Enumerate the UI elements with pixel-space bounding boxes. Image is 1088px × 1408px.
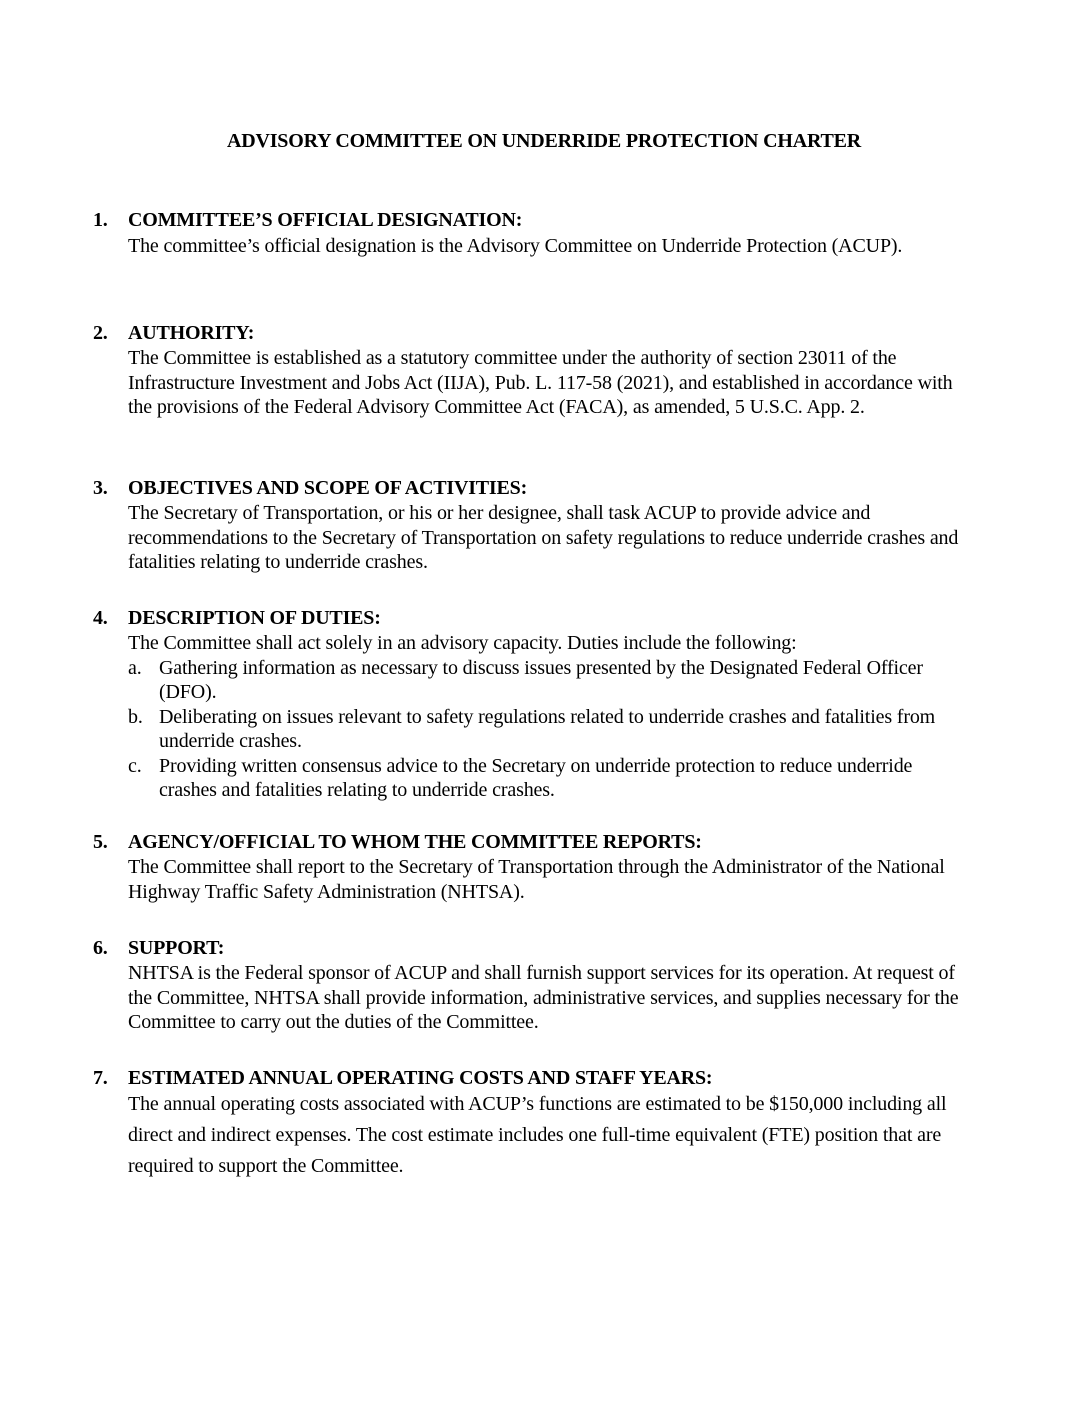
section-body: The Secretary of Transportation, or his or her designee, shall task ACUP to provide advice and recommendations to the Secretary of Transportation on safety regulations to reduce underride crashes and fatalities relating to underride crashes. (128, 502, 959, 573)
section-title: DESCRIPTION OF DUTIES: (128, 607, 381, 629)
duty-text: Deliberating on issues relevant to safety regulations related to underride crashes and fatalities from underride crashes. (159, 705, 936, 752)
section-heading (93, 935, 973, 961)
duty-letter: c. (128, 754, 142, 777)
section-operating-costs (93, 1065, 973, 1182)
section-title: AUTHORITY: (128, 322, 255, 344)
section-title: ESTIMATED ANNUAL OPERATING COSTS AND STAFF YEARS: (128, 1067, 713, 1089)
section-body: The annual operating costs associated with ACUP’s functions are estimated to be $150,000 including all direct and indirect expenses. The cost estimate includes one full-time equivalent (FTE) position that are required to support the Committee. (128, 1093, 947, 1177)
section-title: COMMITTEE’S OFFICIAL DESIGNATION: (128, 209, 523, 231)
duty-text: Providing written consensus advice to the Secretary on underride protection to reduce underride crashes and fatalities relating to underride crashes. (159, 754, 913, 801)
section-title: OBJECTIVES AND SCOPE OF ACTIVITIES: (128, 477, 528, 499)
document-title: ADVISORY COMMITTEE ON UNDERRIDE PROTECTION CHARTER (226, 130, 862, 152)
section-body: The Committee is established as a statutory committee under the authority of section 23011 of the Infrastructure Investment and Jobs Act (IIJA), Pub. L. 117-58 (2021), and established in accordance with the provisions of the Federal Advisory Committee Act (FACA), as amended, 5 U.S.C. App. 2. (128, 347, 953, 418)
section-heading (93, 605, 973, 631)
section-authority (93, 320, 973, 420)
section-number: 4. (93, 607, 108, 629)
section-body: The committee’s official designation is the Advisory Committee on Underride Protection (ACUP). (128, 235, 903, 257)
section-description-of-duties (93, 605, 973, 803)
section-number: 1. (93, 209, 108, 231)
section-reporting-agency (93, 829, 973, 904)
section-body: The Committee shall report to the Secretary of Transportation through the Administrator of the National Highway Traffic Safety Administration (NHTSA). (128, 856, 945, 903)
section-heading (93, 829, 973, 855)
section-number: 6. (93, 937, 108, 959)
section-support (93, 935, 973, 1035)
section-objectives-scope (93, 475, 973, 575)
duty-item (128, 705, 973, 754)
duty-letter: a. (128, 656, 142, 679)
section-official-designation (93, 207, 973, 262)
section-number: 7. (93, 1067, 108, 1089)
section-number: 3. (93, 477, 108, 499)
duty-text: Gathering information as necessary to discuss issues presented by the Designated Federal Officer (DFO). (159, 656, 923, 703)
duty-letter: b. (128, 705, 143, 728)
section-title: AGENCY/OFFICIAL TO WHOM THE COMMITTEE REPORTS: (128, 831, 702, 853)
section-number: 2. (93, 322, 108, 344)
duty-item (128, 656, 973, 705)
section-title: SUPPORT: (128, 937, 225, 959)
section-number: 5. (93, 831, 108, 853)
duty-item (128, 754, 973, 803)
section-body: NHTSA is the Federal sponsor of ACUP and shall furnish support services for its operation. At request of the Committee, NHTSA shall provide information, administrative services, and supplies necessary for the Committee to carry out the duties of the Committee. (128, 962, 959, 1033)
section-heading (93, 207, 973, 233)
section-heading (93, 320, 973, 346)
section-body: The Committee shall act solely in an advisory capacity. Duties include the following: (128, 632, 797, 654)
section-heading (93, 1065, 973, 1091)
section-heading (93, 475, 973, 501)
